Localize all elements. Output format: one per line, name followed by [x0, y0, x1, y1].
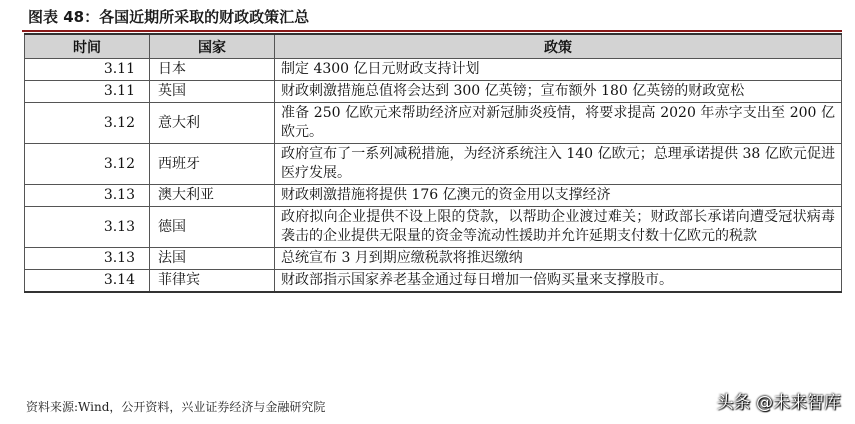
source-note: 资料来源:Wind，公开资料，兴业证券经济与金融研究院	[26, 400, 326, 414]
cell-time: 3.13	[25, 248, 150, 270]
header-time: 时间	[25, 34, 150, 59]
table-row	[25, 207, 842, 248]
cell-country: 日本	[150, 59, 275, 81]
cell-time: 3.11	[25, 59, 150, 81]
cell-policy: 财政刺激措施总值将会达到 300 亿英镑；宣布额外 180 亿英镑的财政宽松	[275, 81, 842, 103]
cell-time: 3.12	[25, 103, 150, 144]
table-row	[25, 248, 842, 270]
cell-country: 英国	[150, 81, 275, 103]
cell-policy: 财政部指示国家养老基金通过每日增加一倍购买量来支撑股市。	[275, 270, 842, 293]
table-row	[25, 103, 842, 144]
cell-policy: 准备 250 亿欧元来帮助经济应对新冠肺炎疫情，将要求提高 2020 年赤字支出至 200 亿欧元。	[275, 103, 842, 144]
table-header-row	[25, 34, 842, 59]
cell-time: 3.12	[25, 144, 150, 185]
figure-title: 图表 48：各国近期所采取的财政政策汇总	[28, 8, 310, 26]
cell-time: 3.13	[25, 207, 150, 248]
cell-policy: 财政刺激措施将提供 176 亿澳元的资金用以支撑经济	[275, 185, 842, 207]
watermark: 头条 @未来智库	[716, 393, 841, 413]
title-divider	[22, 30, 842, 32]
cell-time: 3.11	[25, 81, 150, 103]
table-row	[25, 59, 842, 81]
cell-policy: 政府拟向企业提供不设上限的贷款，以帮助企业渡过难关；财政部长承诺向遭受冠状病毒袭击的企业提供无限量的资金等流动性援助并允许延期支付数十亿欧元的税款	[275, 207, 842, 248]
header-policy: 政策	[275, 34, 842, 59]
table-row	[25, 185, 842, 207]
cell-time: 3.14	[25, 270, 150, 293]
cell-country: 意大利	[150, 103, 275, 144]
policy-table	[24, 33, 842, 293]
cell-country: 西班牙	[150, 144, 275, 185]
cell-policy: 制定 4300 亿日元财政支持计划	[275, 59, 842, 81]
header-country: 国家	[150, 34, 275, 59]
cell-country: 菲律宾	[150, 270, 275, 293]
cell-country: 法国	[150, 248, 275, 270]
table-row	[25, 81, 842, 103]
table-row	[25, 270, 842, 293]
cell-policy: 总统宣布 3 月到期应缴税款将推迟缴纳	[275, 248, 842, 270]
table-row	[25, 144, 842, 185]
cell-country: 澳大利亚	[150, 185, 275, 207]
cell-time: 3.13	[25, 185, 150, 207]
cell-country: 德国	[150, 207, 275, 248]
cell-policy: 政府宣布了一系列减税措施，为经济系统注入 140 亿欧元；总理承诺提供 38 亿欧元促进医疗发展。	[275, 144, 842, 185]
